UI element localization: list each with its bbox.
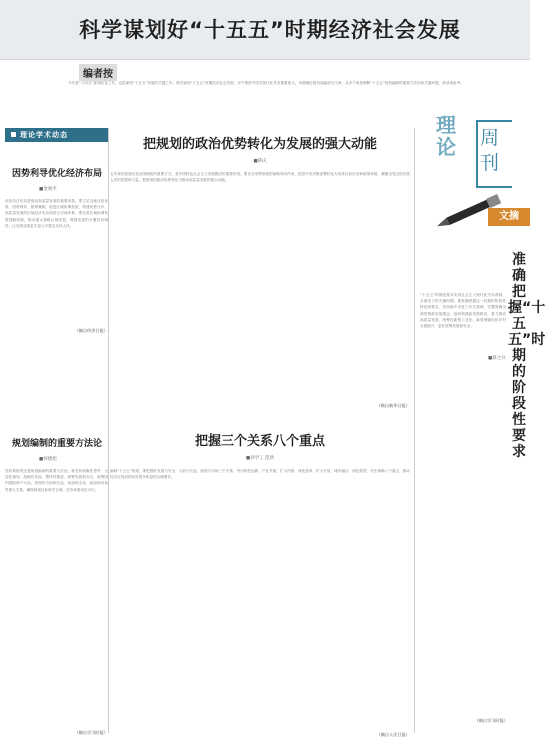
article-title: 准确把握“十五五”时期的阶段性要求	[508, 252, 545, 460]
article-body-columns	[110, 171, 410, 401]
section-label	[5, 128, 108, 142]
article-body-columns	[110, 468, 410, 730]
article-source: （摘自学习时报）	[74, 730, 108, 735]
article-source: （摘自学习时报）	[474, 718, 508, 723]
article-title: 把规划的政治优势转化为发展的强大动能	[142, 137, 377, 152]
section-label-text: 理论学术动态	[20, 131, 68, 139]
masthead-char: 论	[436, 135, 456, 159]
middle-column	[110, 128, 410, 737]
masthead-char: 理	[436, 113, 456, 137]
column-divider	[414, 128, 415, 733]
article-body: 优化经济布局是推动高质量发展的重要举措。要立足各地比较优势，因势利导、统筹兼顾，促进区域协调发展，构建优势互补、高质量发展的区域经济布局和国土空间体系。要完善区域协调发展战略机制，推动重大战略区域发展，增强发展的平衡性协调性，让发展成果更多更公平惠及全体人民。	[5, 199, 108, 228]
masthead-char: 刊	[480, 152, 500, 174]
editor-note-text: 今年是“十四五”规划收官之年，也是谋划“十五五”发展的关键之年。科学谋划“十五五”时期经济社会发展，对于推进中国式现代化具有重要意义。本期理论周刊选编部分文章，从多个角度阐释“十五五”规划编制的重要方法论和关键问题，供读者参考。	[68, 81, 464, 85]
article-source: （摘自人民日报）	[376, 732, 410, 737]
article-block	[110, 425, 410, 738]
article-source: （摘自经济日报）	[74, 328, 108, 333]
article-block	[5, 428, 108, 736]
article-author: ■孙学工 范欣	[245, 456, 275, 461]
article-author: ■金观平	[39, 187, 57, 192]
article-body-wrap	[420, 292, 506, 732]
article-author: ■蔡之兵	[488, 356, 506, 361]
article-body: 编制“十五五”规划，要把握好发展与安全、当前与长远、政府与市场三个关系，突出科技创新、产业升级、扩大内需、深化改革、扩大开放、城乡融合、绿色转型、民生保障八个重点，推动经济实现质的有效提升和量的合理增长。	[110, 469, 410, 480]
left-column	[5, 128, 108, 733]
editor-note-tag: 编者按	[79, 64, 117, 81]
article-title: 因势利导优化经济布局	[12, 169, 103, 179]
article-author: ■韩庆	[253, 159, 267, 164]
masthead	[420, 90, 530, 258]
page-title: 科学谋划好“十五五”时期经济社会发展	[79, 18, 461, 42]
square-bullet-icon	[11, 132, 16, 137]
masthead-zhoukan	[480, 126, 506, 176]
masthead-char: 周	[480, 127, 500, 149]
article-body: 五年规划是我们党治国理政的重要方式，是中国特色社会主义发展模式的重要体现。要充分发挥规划的战略导向作用，把党中央决策部署转化为具体目标任务和政策举措，凝聚全党全国各族人民的智慧和力量，把规划的政治优势转化为推动高质量发展的强大动能。	[110, 172, 410, 183]
article-author: ■何德旭	[39, 457, 57, 462]
header-banner	[0, 0, 530, 60]
article-body: 坚持系统观念是规划编制的重要方法论。要坚持前瞻性思考、全局性谋划、战略性布局、整体性推进，统筹发展和安全，统筹国内国际两个大局，处理好当前和长远、局部和全局、政府和市场等重大关系，确保规划目标科学合理、任务举措切实可行。	[5, 469, 108, 492]
article-title: 规划编制的重要方法论	[12, 439, 103, 449]
column-divider	[108, 128, 109, 733]
article-body: “十五五”时期是基本实现社会主义现代化夯实基础、全面发力的关键时期。要准确把握这一时期的阶段性特征和要求，坚持稳中求进工作总基调，完整准确全面贯彻新发展理念，加快构建新发展格局，着力推动高质量发展，统筹好新型工业化、新型城镇化和乡村全面振兴，更好统筹发展和安全。	[420, 293, 506, 329]
right-column	[420, 60, 545, 738]
masthead-lilun	[436, 114, 462, 158]
article-source: （摘自新华日报）	[376, 403, 410, 408]
digest-badge: 文摘	[488, 208, 530, 226]
article-title: 把握三个关系八个重点	[194, 434, 325, 449]
